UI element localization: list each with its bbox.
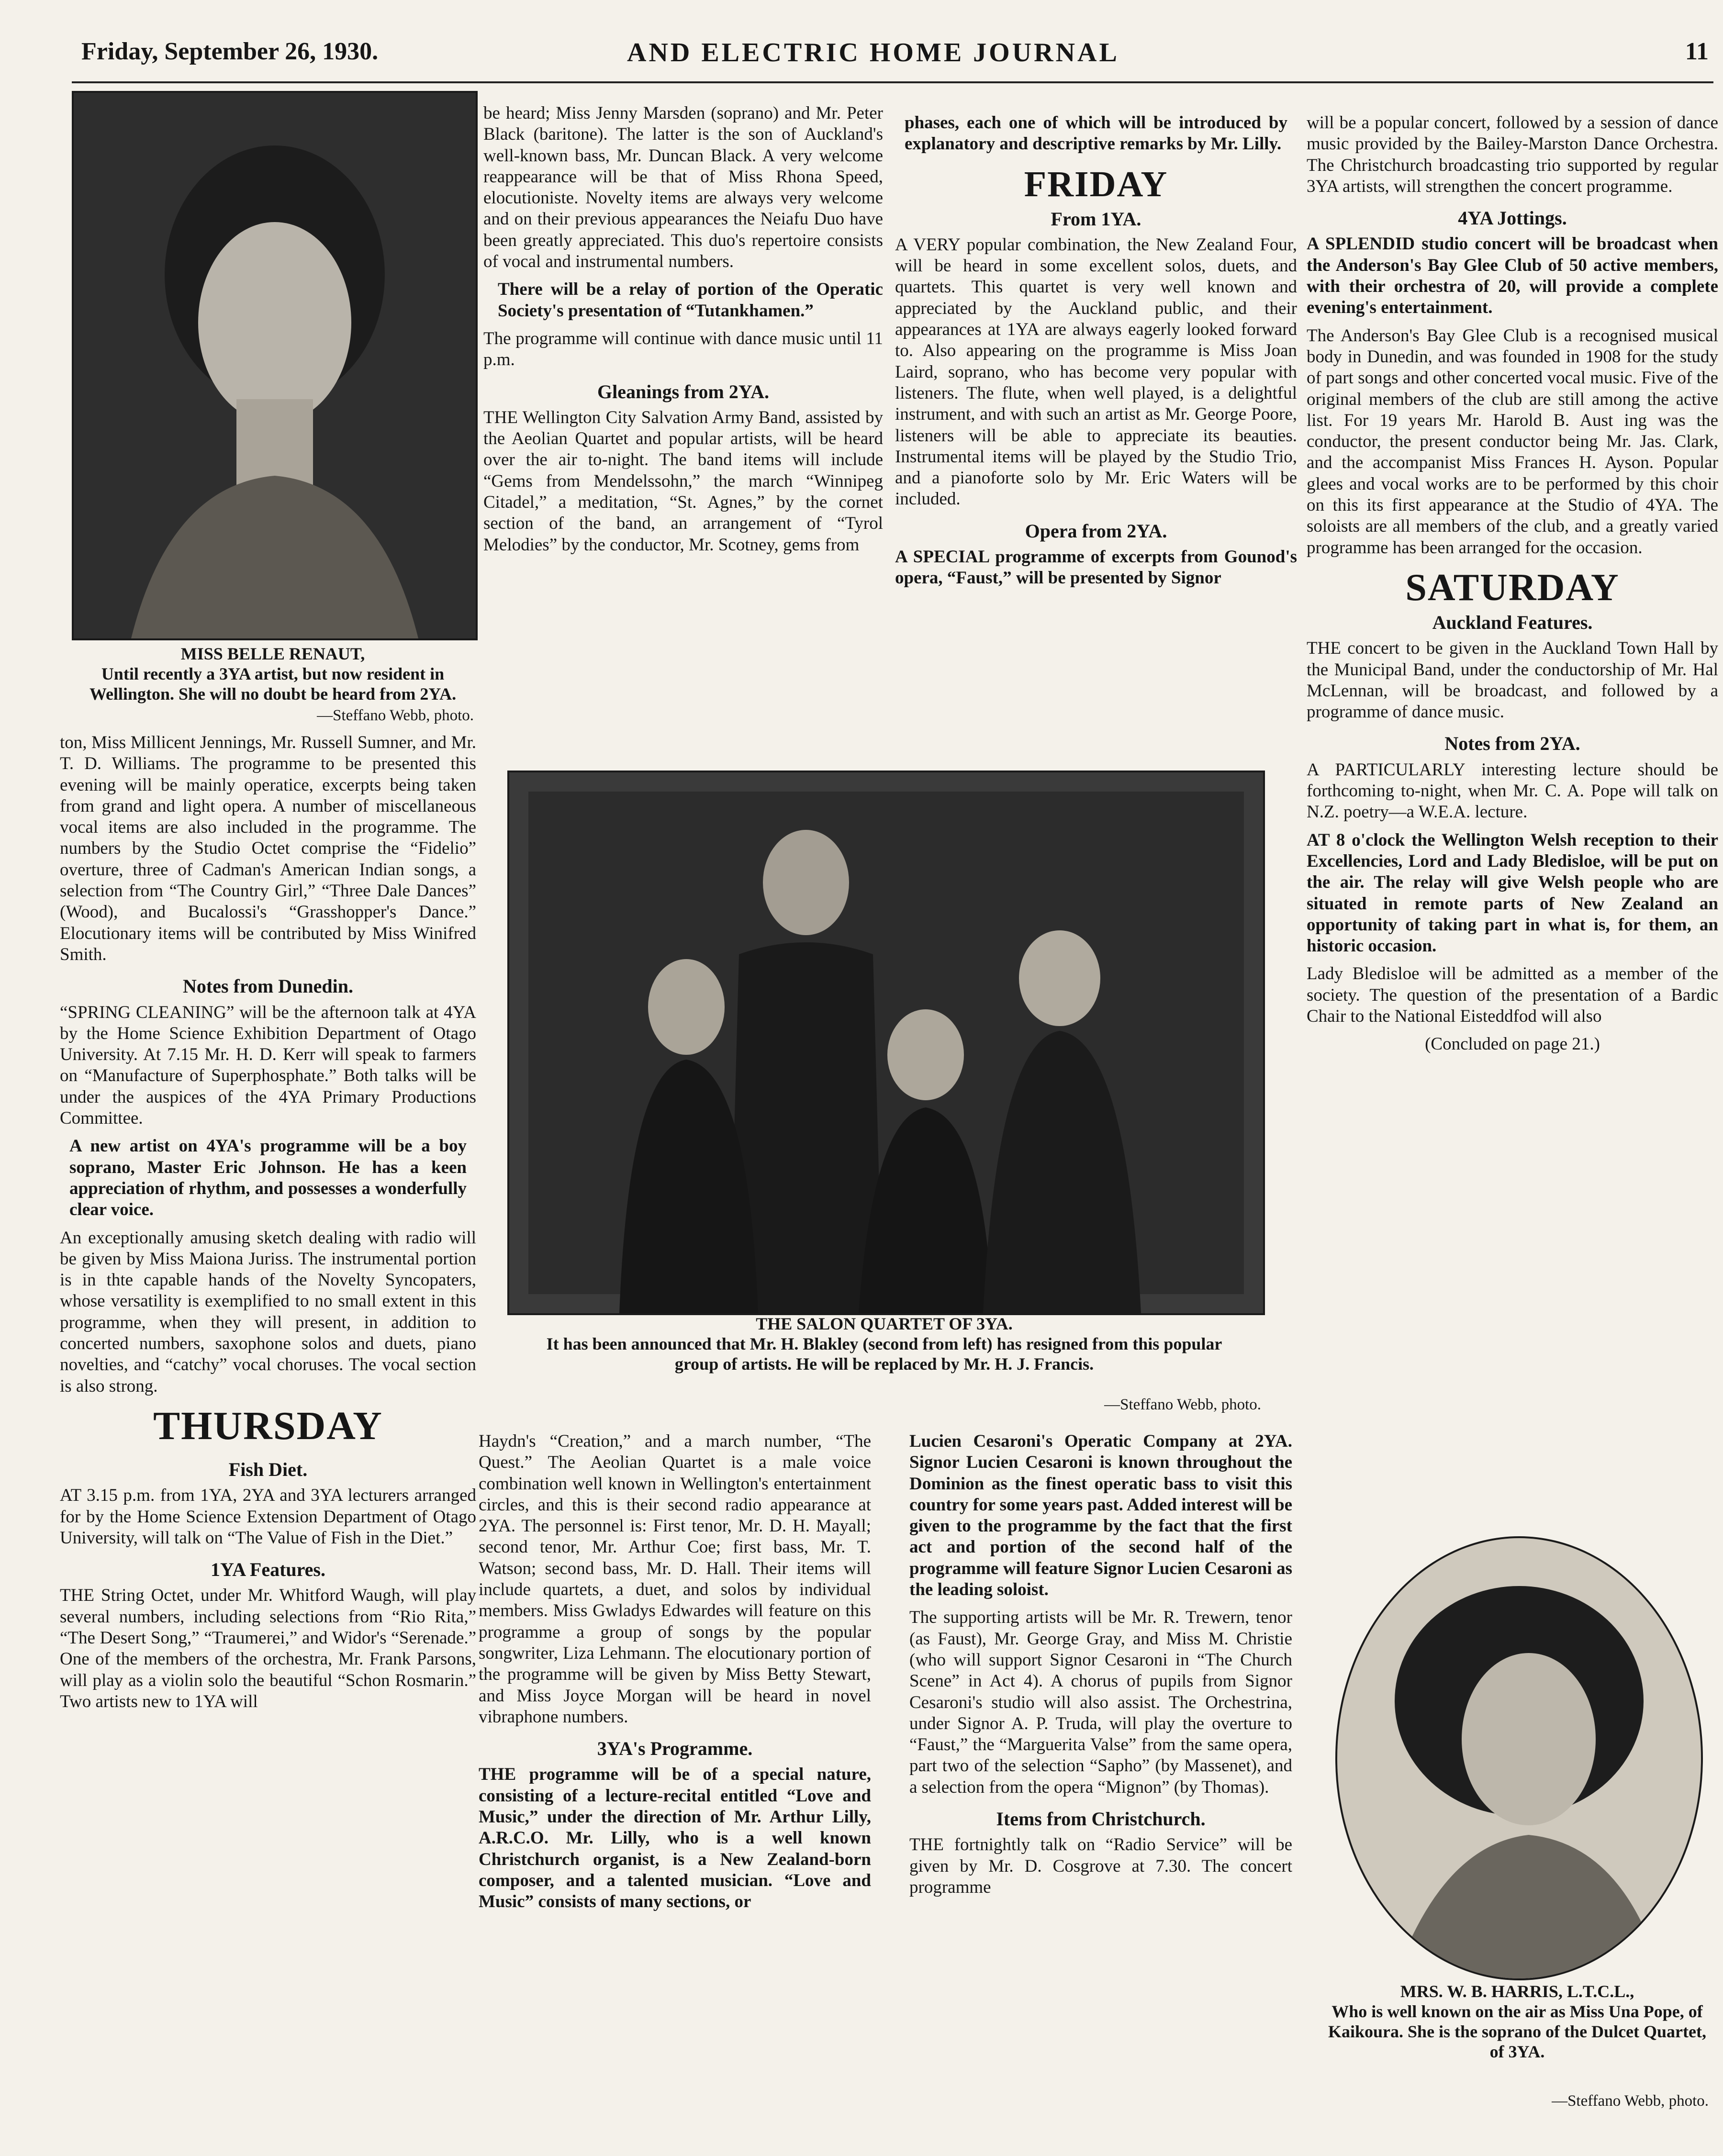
portrait-image bbox=[1337, 1538, 1701, 1978]
paragraph: A VERY popular combination, the New Zealand Four, will be heard in some excellent solos, duets, and quartets. This quartet is very well known and appreciated by the Auckland public, and their appearances at 1YA are always eagerly looked forward to. Also appearing on the programme is Miss Joan Laird, soprano, who has become very popular with listeners. The flute, when well played, is a delightful instrument, and with such an artist as Mr. George Poore, listeners will be able to appreciate its beauties. Instrumental items will be played by the Studio Trio, and a pianoforte solo by Mr. Eric Waters will be included. bbox=[895, 235, 1297, 509]
column-3-top bbox=[895, 112, 1297, 596]
paragraph: be heard; Miss Jenny Marsden (soprano) and Mr. Peter Black (baritone). The latter is the son of Auckland's well-known bass, Mr. Duncan Black. A very welcome reappearance will be that of Miss Rhona Speed, elocutioniste. Novelty items are always very welcome and on their previous appearances the Neiafu Duo have been greatly appreciated. This duo's repertoire consists of vocal and instrumental numbers. bbox=[483, 103, 883, 272]
photo-caption-belle-renaut bbox=[72, 644, 474, 704]
paragraph-bold: A new artist on 4YA's programme will be a boy soprano, Master Eric Johnson. He has a keen appreciation of rhythm, and possesses a wonderfully clear voice. bbox=[69, 1136, 467, 1220]
caption-name: MRS. W. B. HARRIS, L.T.C.L., bbox=[1400, 1982, 1634, 2001]
column-2-top bbox=[483, 103, 883, 562]
heading-saturday: SATURDAY bbox=[1405, 566, 1620, 609]
photo-credit: —Steffano Webb, photo. bbox=[1104, 1396, 1261, 1413]
caption-text: It has been announced that Mr. H. Blakley (second from left) has resigned from this popular group of artists. He will be replaced by Mr. H. J. Francis. bbox=[546, 1334, 1222, 1374]
paragraph: The supporting artists will be Mr. R. Trewern, tenor (as Faust), Mr. George Gray, and Miss M. Christie (who will support Signor Cesaroni in “The Church Scene” in Act 4). A chorus of pupils from Signor Cesaroni's studio will also assist. The Orchestrina, under Signor A. P. Truda, will play the overture to “Faust,” the “Marguerita Valse” from the same opera, part two of the selection “Sapho” (by Massenet), and a selection from the opera “Mignon” (by Thomas). bbox=[909, 1608, 1292, 1797]
heading-auckland-features: Auckland Features. bbox=[1432, 611, 1593, 633]
paragraph-bold: THE programme will be of a special nature, consisting of a lecture-recital entitled “Love and Music,” under the direction of Mr. Arthur Lilly, A.R.C.O. Mr. Lilly, who is a well known Christchurch organist, is a New Zealand-born composer, and a talented musician. “Love and Music” consists of many sections, or bbox=[479, 1765, 871, 1912]
paragraph: A PARTICULARLY interesting lecture should be forthcoming to-night, when Mr. C. A. Pope will talk on N.Z. poetry—a W.E.A. lecture. bbox=[1307, 760, 1718, 822]
portrait-image bbox=[74, 93, 476, 638]
heading-from-1ya: From 1YA. bbox=[1051, 208, 1141, 230]
caption-name: MISS BELLE RENAUT, bbox=[180, 644, 365, 663]
heading-friday: FRIDAY bbox=[1024, 164, 1168, 204]
photo-credit: —Steffano Webb, photo. bbox=[1552, 2092, 1709, 2110]
paragraph: An exceptionally amusing sketch dealing with radio will be given by Miss Maiona Juriss. The instrumental portion is in thte capable hands of the Novelty Syncopaters, whose versatility is exemplified to no small extent in this programme, when they will present, in addition to concerted numbers, saxophone solos and duets, piano novelties, and “catchy” vocal choruses. The vocal section is also strong. bbox=[60, 1228, 476, 1396]
caption-text: Until recently a 3YA artist, but now resident in Wellington. She will no doubt be heard from 2YA. bbox=[89, 664, 457, 704]
photo-belle-renaut bbox=[72, 91, 478, 640]
photo-salon-quartet bbox=[507, 771, 1265, 1315]
heading-fish-diet: Fish Diet. bbox=[228, 1458, 308, 1480]
paragraph: THE Wellington City Salvation Army Band, assisted by the Aeolian Quartet and popular artists, will be heard over the air to-night. The band items will include “Gems from Mendelssohn,” the march “Winnipeg Citadel,” a meditation, “St. Agnes,” by the cornet section of the band, an arrangement of “Tyrol Melodies” by the conductor, Mr. Scotney, gems from bbox=[483, 407, 883, 555]
photo-mrs-harris bbox=[1335, 1536, 1703, 1980]
concluded-note: (Concluded on page 21.) bbox=[1425, 1034, 1600, 1054]
paragraph: ton, Miss Millicent Jennings, Mr. Russell Sumner, and Mr. T. D. Williams. The programme to be presented this evening will be mainly operatice, excerpts being taken from grand and light opera. A number of miscellaneous vocal items are also included in the programme. The numbers by the Studio Octet comprise the “Fidelio” overture, three of Cadman's American Indian songs, a selection from “The Country Girl,” “Three Dale Dances” (Wood), and Bucalossi's “Grasshopper's Dance.” Elocutionary items will be contributed by Miss Winifred Smith. bbox=[60, 733, 476, 964]
column-2-bottom bbox=[479, 1431, 871, 1920]
paragraph: “SPRING CLEANING” will be the afternoon talk at 4YA by the Home Science Exhibition Department of Otago University. At 7.15 Mr. H. D. Kerr will speak to farmers on “Manufacture of Superphosphate.” Both talks will be under the auspices of the 4YA Primary Productions Committee. bbox=[60, 1002, 476, 1128]
column-1 bbox=[60, 732, 476, 1719]
caption-title: THE SALON QUARTET OF 3YA. bbox=[756, 1314, 1013, 1333]
column-4 bbox=[1307, 112, 1718, 1055]
caption-text: Who is well known on the air as Miss Una Pope, of Kaikoura. She is the soprano of the Dulcet Quartet, of 3YA. bbox=[1328, 2002, 1706, 2061]
heading-notes-dunedin: Notes from Dunedin. bbox=[183, 975, 353, 997]
paragraph-bold: phases, each one of which will be introduced by explanatory and descriptive remarks by Mr. Lilly. bbox=[905, 113, 1287, 154]
photo-caption-salon-quartet bbox=[507, 1314, 1261, 1374]
issue-date: Friday, September 26, 1930. bbox=[81, 38, 379, 65]
masthead-rule bbox=[72, 81, 1713, 83]
heading-4ya-jottings: 4YA Jottings. bbox=[1458, 207, 1567, 229]
paragraph-bold: A SPLENDID studio concert will be broadcast when the Anderson's Bay Glee Club of 50 active members, with their orchestra of 20, will provide a complete evening's entertainment. bbox=[1307, 234, 1718, 318]
paragraph: THE String Octet, under Mr. Whitford Waugh, will play several numbers, including selections from “Rio Rita,” “The Desert Song,” “Traumerei,” and Widor's “Serenade.” One of the members of the orchestra, Mr. Frank Parsons, will play as a violin solo the beautiful “Schon Rosmarin.” Two artists new to 1YA will bbox=[60, 1586, 476, 1711]
paragraph: will be a popular concert, followed by a session of dance music provided by the Bailey-Marston Dance Orchestra. The Christchurch broadcasting trio supported by regular 3YA artists, will strengthen the concert programme. bbox=[1307, 113, 1718, 196]
heading-opera-2ya: Opera from 2YA. bbox=[1025, 520, 1167, 542]
heading-notes-2ya: Notes from 2YA. bbox=[1444, 733, 1580, 755]
heading-gleanings-2ya: Gleanings from 2YA. bbox=[597, 380, 769, 402]
heading-thursday: THURSDAY bbox=[153, 1403, 383, 1448]
photo-caption-mrs-harris bbox=[1326, 1981, 1709, 2062]
column-3-bottom bbox=[909, 1431, 1292, 1905]
paragraph: Haydn's “Creation,” and a march number, “The Quest.” The Aeolian Quartet is a male voice combination well known in Wellington's entertainment circles, and this is their second radio appearance at 2YA. The personnel is: First tenor, Mr. D. H. Mayall; second tenor, Mr. Arthur Coe; first bass, Mr. T. Watson; second bass, Mr. D. Hall. Their items will include quartets, a duet, and solos by individual members. Miss Gwladys Edwardes will feature on this programme a group of songs by the popular songwriter, Liza Lehmann. The elocutionary portion of the programme will be given by Miss Betty Stewart, and Miss Joyce Morgan will be heard in novel vibraphone numbers. bbox=[479, 1431, 871, 1727]
paragraph: The Anderson's Bay Glee Club is a recognised musical body in Dunedin, and was founded in 1908 for the study of part songs and other concerted vocal music. Five of the original members of the club are still among the active list. For 19 years Mr. Harold B. Aust ing was the conductor, the present conductor being Mr. Jas. Clark, and the accompanist Miss Frances H. Ayson. Popular glees and vocal works are to be performed by this choir on this its first appearance at the Studio of 4YA. The soloists are all members of the club, and a greatly varied programme has been arranged for the occasion. bbox=[1307, 325, 1718, 558]
photo-credit: —Steffano Webb, photo. bbox=[317, 707, 474, 724]
journal-title: AND ELECTRIC HOME JOURNAL bbox=[627, 38, 1119, 67]
paragraph: THE concert to be given in the Auckland Town Hall by the Municipal Band, under the conductorship of Mr. Hal McLennan, will be broadcast, and followed by a programme of dance music. bbox=[1307, 638, 1718, 722]
paragraph: THE fortnightly talk on “Radio Service” will be given by Mr. D. Cosgrove at 7.30. The concert programme bbox=[909, 1835, 1292, 1897]
page-number: 11 bbox=[1685, 38, 1709, 65]
paragraph-bold: AT 8 o'clock the Wellington Welsh reception to their Excellencies, Lord and Lady Bledisloe, will be put on the air. The relay will give Welsh people who are situated in remote parts of New Zealand an opportunity of taking part in what is, for them, an historic occasion. bbox=[1307, 830, 1718, 956]
heading-3ya-programme: 3YA's Programme. bbox=[597, 1738, 753, 1760]
paragraph: AT 3.15 p.m. from 1YA, 2YA and 3YA lecturers arranged for by the Home Science Extension Department of Otago University, will talk on “The Value of Fish in the Diet.” bbox=[60, 1486, 476, 1548]
group-photo-image bbox=[509, 772, 1263, 1313]
heading-items-christchurch: Items from Christchurch. bbox=[996, 1808, 1206, 1830]
heading-1ya-features: 1YA Features. bbox=[211, 1559, 325, 1581]
masthead bbox=[81, 34, 1709, 81]
paragraph-bold: There will be a relay of portion of the Operatic Society's presentation of “Tutankhamen.” bbox=[498, 279, 883, 321]
paragraph: Lady Bledisloe will be admitted as a member of the society. The question of the presentation of a Bardic Chair to the National Eisteddfod will also bbox=[1307, 964, 1718, 1026]
paragraph: The programme will continue with dance music until 11 p.m. bbox=[483, 328, 883, 370]
paragraph-bold: Lucien Cesaroni's Operatic Company at 2YA. Signor Lucien Cesaroni is known throughout the Dominion as the finest operatic bass to visit this country for some years past. Added interest will be given to the programme by the fact that the first act and portion of the second half of the programme will feature Signor Lucien Cesaroni as the leading soloist. bbox=[909, 1431, 1292, 1600]
paragraph-bold: A SPECIAL programme of excerpts from Gounod's opera, “Faust,” will be presented by Signor bbox=[895, 547, 1297, 588]
